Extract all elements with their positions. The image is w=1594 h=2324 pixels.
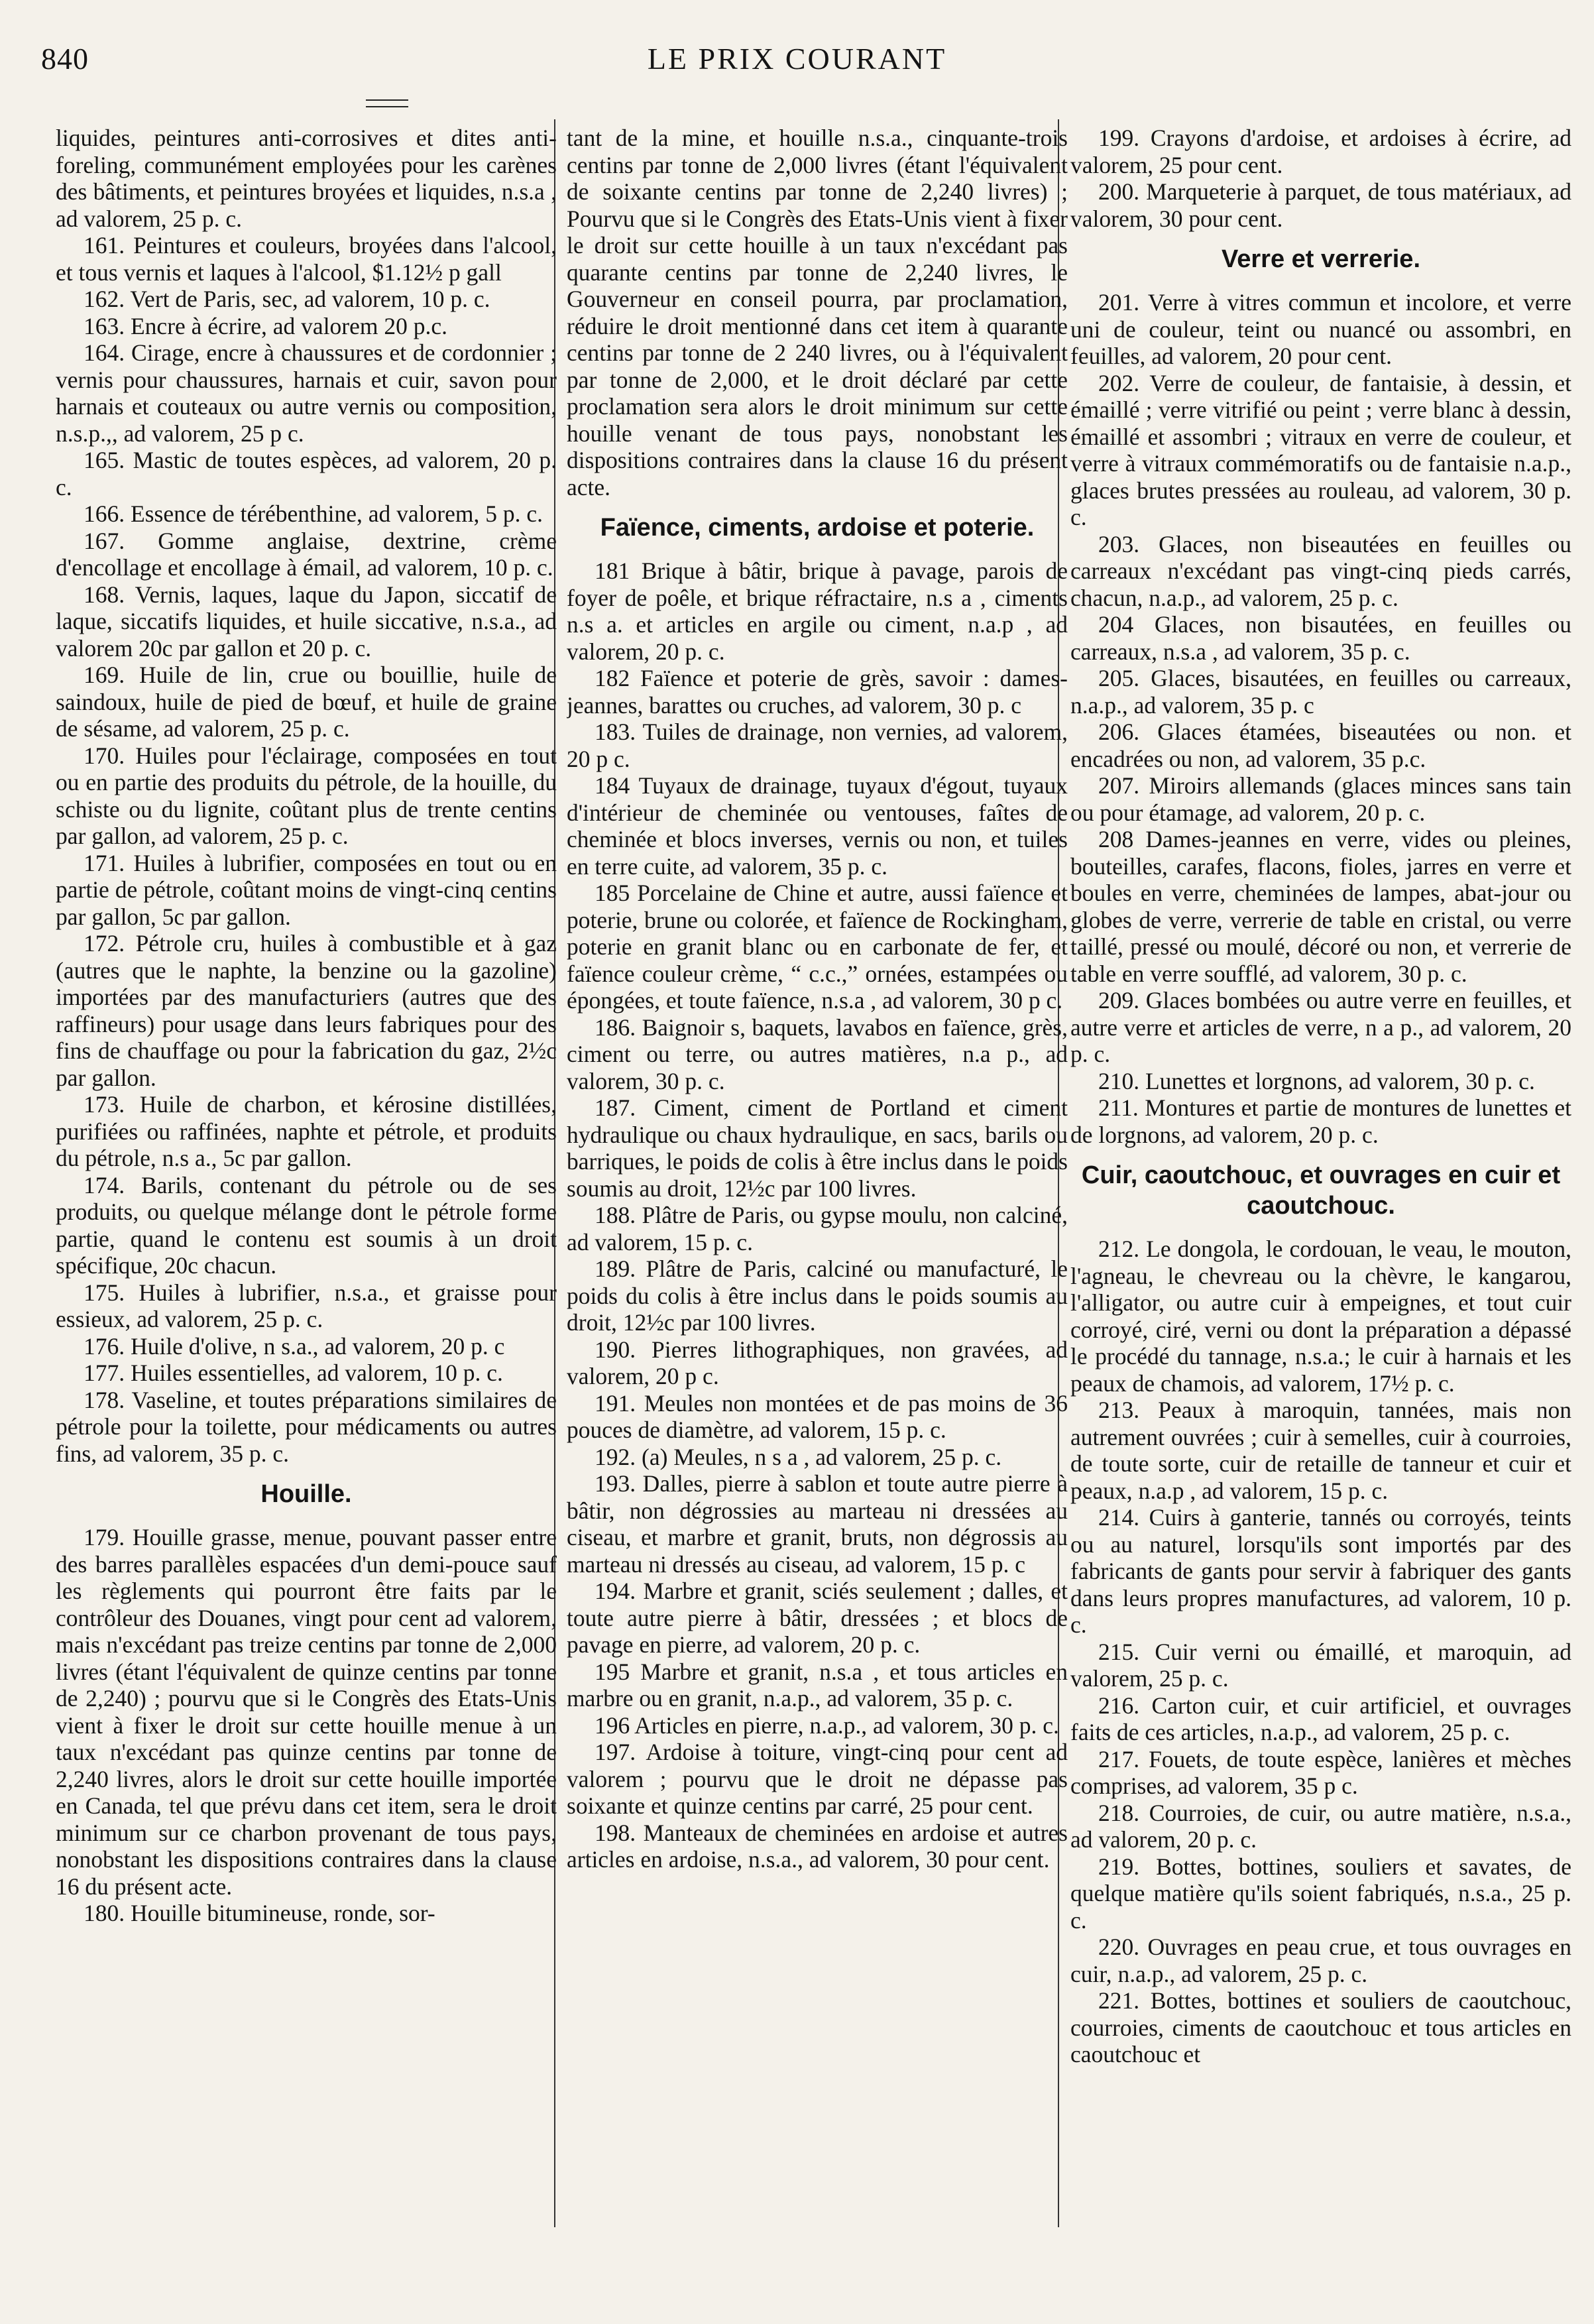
tariff-item: 199. Crayons d'ardoise, et ardoises à écrire, ad valorem, 25 pour cent. <box>1070 125 1571 178</box>
tariff-item: 188. Plâtre de Paris, ou gypse moulu, non calciné, ad valorem, 15 p. c. <box>567 1202 1068 1255</box>
tariff-item: 182 Faïence et poterie de grès, savoir : dames-jeannes, barattes ou cruches, ad valorem, 30 p. c <box>567 665 1068 719</box>
tariff-item: 165. Mastic de toutes espèces, ad valorem, 20 p. c. <box>56 447 557 500</box>
tariff-item: 195 Marbre et granit, n.s.a , et tous articles en marbre ou en granit, n.a.p., ad valorem, 35 p. c. <box>567 1658 1068 1712</box>
tariff-item: 168. Vernis, laques, laque du Japon, siccatif de laque, siccatifs liquides, et huile siccative, n.s.a., ad valorem 20c par gallon et 20 p. c. <box>56 581 557 662</box>
tariff-item: 212. Le dongola, le cordouan, le veau, le mouton, l'agneau, le chevreau ou la chèvre, le kangarou, l'alligator, ou autre cuir à empeignes, et tout cuir corroyé, ciré, verni ou dont la préparation a dépassé le procédé du tannage, n.s.a.; le cuir à harnais et les peaux de chamois, ad valorem, 17½ p. c. <box>1070 1236 1571 1397</box>
tariff-item: 214. Cuirs à ganterie, tannés ou corroyés, teints ou au naturel, lorsqu'ils sont importés par des fabricants de gants pour servir à fabriquer des gants dans leurs propres manufactures, ad valorem, 10 p. c. <box>1070 1504 1571 1638</box>
tariff-item: 167. Gomme anglaise, dextrine, crème d'encollage et encollage à émail, ad valorem, 10 p. c. <box>56 527 557 581</box>
tariff-item: 194. Marbre et granit, sciés seulement ; dalles, et toute autre pierre à bâtir, dressées ; et blocs de pavage en pierre, ad valorem, 20 p. c. <box>567 1578 1068 1658</box>
tariff-item: 174. Barils, contenant du pétrole ou de ses produits, ou quelque mélange dont le pétrole forme partie, quand le contenu est soumis à un droit spécifique, 20c chacun. <box>56 1171 557 1279</box>
tariff-item: 198. Manteaux de cheminées en ardoise et autres articles en ardoise, n.s.a., ad valorem, 30 pour cent. <box>567 1819 1068 1873</box>
tariff-item: 179. Houille grasse, menue, pouvant passer entre des barres parallèles espacées d'un demi-pouce sauf les règlements qui pourront être faits par le contrôleur des Douanes, vingt pour cent ad valorem, mais n'excédant pas treize centins par tonne de 2,000 livres (étant l'équivalent de quinze centins par tonne de 2,240) ; pourvu que si le Congrès des Etats-Unis vient à fixer le droit sur cette houille menue à un taux n'excédant pas quinze centins par tonne de 2,240 livres, alors le droit sur cette houille importée en Canada, tel que prévu dans cet item, sera le droit minimum sur ce charbon provenant de tous pays, nonobstant les dispositions contraires dans la clause 16 du présent acte. <box>56 1524 557 1900</box>
text-column-2 <box>567 125 1068 2292</box>
tariff-item: 204 Glaces, non bisautées, en feuilles ou carreaux, n.s.a , ad valorem, 35 p. c. <box>1070 611 1571 665</box>
tariff-item: 205. Glaces, bisautées, en feuilles ou carreaux, n.a.p., ad valorem, 35 p. c <box>1070 665 1571 719</box>
tariff-item: 192. (a) Meules, n s a , ad valorem, 25 p. c. <box>595 1443 1002 1470</box>
tariff-item: 213. Peaux à maroquin, tannées, mais non autrement ouvrées ; cuir à semelles, cuir à courroies, de toute sorte, cuir de retaille de tanneur et cuir et peaux, n.a.p , ad valorem, 15 p. c. <box>1070 1397 1571 1504</box>
tariff-item: 183. Tuiles de drainage, non vernies, ad valorem, 20 p c. <box>567 719 1068 772</box>
tariff-item: 173. Huile de charbon, et kérosine distillées, purifiées ou raffinées, naphte et pétrole, et produits du pétrole, n.s a., 5c par gallon. <box>56 1091 557 1171</box>
tariff-item: 190. Pierres lithographiques, non gravées, ad valorem, 20 p c. <box>567 1336 1068 1389</box>
tariff-item: 206. Glaces étamées, biseautées ou non. et encadrées ou non, ad valorem, 35 p.c. <box>1070 719 1571 772</box>
tariff-item: 169. Huile de lin, crue ou bouillie, huile de saindoux, huile de pied de bœuf, et huile de graine de sésame, ad valorem, 25 p. c. <box>56 662 557 742</box>
tariff-item: 221. Bottes, bottines et souliers de caoutchouc, courroies, ciments de caoutchouc et tous articles en caoutchouc et <box>1070 1987 1571 2067</box>
text-column-1 <box>56 125 557 2292</box>
tariff-item: 163. Encre à écrire, ad valorem 20 p.c. <box>84 312 448 339</box>
tariff-item: 208 Dames-jeannes en verre, vides ou pleines, bouteilles, carafes, flacons, fioles, jarres en verre et boules en verre, cheminées de lampes, abat-jour ou globes de verre, verrerie de table en cristal, ou verre taillé, pressé ou moulé, décoré ou non, et verrerie de table en verre soufflé, ad valorem, 30 p. c. <box>1070 826 1571 987</box>
page-number: 840 <box>41 42 89 76</box>
tariff-item: 217. Fouets, de toute espèce, lanières et mèches comprises, ad valorem, 35 p c. <box>1070 1745 1571 1799</box>
tariff-item: 203. Glaces, non biseautées en feuilles ou carreaux n'excédant pas vingt-cinq pieds carrés, chacun, n.a.p., ad valorem, 25 p. c. <box>1070 530 1571 611</box>
tariff-item: 180. Houille bitumineuse, ronde, sor- <box>84 1900 435 1926</box>
tariff-item: 184 Tuyaux de drainage, tuyaux d'égout, tuyaux d'intérieur de cheminée ou ventouses, faîtes de cheminée et blocs inverses, vernis ou non, et tuiles en terre cuite, ad valorem, 35 p. c. <box>567 772 1068 880</box>
tariff-item: 176. Huile d'olive, n s.a., ad valorem, 20 p. c <box>84 1332 505 1360</box>
tariff-item: 196 Articles en pierre, n.a.p., ad valorem, 30 p. c. <box>595 1712 1059 1739</box>
tariff-item: 186. Baignoir s, baquets, lavabos en faïence, grès, ciment ou terre, ou autres matières, n.a p., ad valorem, 30 p. c. <box>567 1014 1068 1094</box>
tariff-item: 200. Marqueterie à parquet, de tous matériaux, ad valorem, 30 pour cent. <box>1070 178 1571 232</box>
tariff-item: 161. Peintures et couleurs, broyées dans l'alcool, et tous vernis et laques à l'alcool, $1.12½ p gall <box>56 232 557 286</box>
tariff-item: 178. Vaseline, et toutes préparations similaires de pétrole pour la toilette, pour médicaments ou autres fins, ad valorem, 35 p. c. <box>56 1386 557 1467</box>
section-heading: Verre et verrerie. <box>1221 245 1420 273</box>
running-title: LE PRIX COURANT <box>647 42 947 76</box>
section-heading: Houille. <box>260 1480 352 1508</box>
tariff-item: 197. Ardoise à toiture, vingt-cinq pour cent ad valorem ; pourvu que le droit ne dépasse pas soixante et quinze centins par carré, 25 pour cent. <box>567 1739 1068 1819</box>
tariff-item: 202. Verre de couleur, de fantaisie, à dessin, et émaillé ; verre vitrifié ou peint ; verre blanc à dessin, émaillé et assombri ; vitraux en verre de couleur, et verre à vitraux commémoratifs ou de fantaisie n.a.p., glaces brutes pressées au rouleau, ad valorem, 30 p. c. <box>1070 369 1571 530</box>
page-header <box>0 41 1594 94</box>
tariff-item: 210. Lunettes et lorgnons, ad valorem, 30 p. c. <box>1098 1067 1535 1094</box>
tariff-item: 164. Cirage, encre à chaussures et de cordonnier ; vernis pour chaussures, harnais et cuir, savon pour harnais et couteaux ou autre vernis ou composition, n.s.p.,, ad valorem, 25 p c. <box>56 339 557 447</box>
tariff-item: 175. Huiles à lubrifier, n.s.a., et graisse pour essieux, ad valorem, 25 p. c. <box>56 1279 557 1332</box>
tariff-item: 187. Ciment, ciment de Portland et ciment hydraulique ou chaux hydraulique, en sacs, barils ou barriques, le poids de colis à être inclus dans le poids soumis au droit, 12½c par 100 livres. <box>567 1094 1068 1202</box>
tariff-item: 218. Courroies, de cuir, ou autre matière, n.s.a., ad valorem, 20 p. c. <box>1070 1799 1571 1853</box>
tariff-item: 166. Essence de térébenthine, ad valorem, 5 p. c. <box>84 500 543 527</box>
tariff-item: 172. Pétrole cru, huiles à combustible et à gaz (autres que le naphte, la benzine ou la gazoline) importées par des manufacturiers (autres que des raffineurs) pour usage dans leurs fabriques pour des fins de chauffage ou pour la fabrication du gaz, 2½c par gallon. <box>56 930 557 1091</box>
tariff-item: 220. Ouvrages en peau crue, et tous ouvrages en cuir, n.a.p., ad valorem, 25 p. c. <box>1070 1934 1571 1987</box>
tariff-item: tant de la mine, et houille n.s.a., cinquante-trois centins par tonne de 2,000 livres (étant l'équivalent de soixante centins par tonne de 2,240 livres) ; Pourvu que si le Congrès des Etats-Unis vient à fixer le droit sur cette houille à un taux n'excédant pas quarante centins par tonne de 2,240 livres, le Gouverneur en conseil pourra, par proclamation, réduire le droit mentionné dans cet item à quarante centins par tonne de 2 240 livres, ou à l'équivalent par tonne de 2,000, et le droit déclaré par cette proclamation sera alors le droit minimum sur cette houille venant de tous pays, nonobstant les dispositions contraires dans la clause 16 du présent acte. <box>567 125 1068 500</box>
section-heading: Cuir, caoutchouc, et ouvrages en cuir et caoutchouc. <box>1081 1161 1561 1220</box>
tariff-item: 193. Dalles, pierre à sablon et toute autre pierre à bâtir, non dégrossies au marteau ni dressées au ciseau, et marbre et granit, bruts, non dégrossis au marteau ni dressés au ciseau, ad valorem, 15 p. c <box>567 1470 1068 1578</box>
tariff-item: 181 Brique à bâtir, brique à pavage, parois de foyer de poêle, et brique réfractaire, n.s a , ciments n.s a. et articles en argile ou ciment, n.a.p , ad valorem, 20 p. c. <box>567 557 1068 665</box>
tariff-item: 171. Huiles à lubrifier, composées en tout ou en partie de pétrole, coûtant moins de vingt-cinq centins par gallon, 5c par gallon. <box>56 849 557 930</box>
text-column-3 <box>1070 125 1571 2292</box>
tariff-item: 162. Vert de Paris, sec, ad valorem, 10 p. c. <box>84 286 490 312</box>
section-heading: Faïence, ciments, ardoise et poterie. <box>600 514 1035 542</box>
tariff-item: 177. Huiles essentielles, ad valorem, 10 p. c. <box>84 1360 503 1386</box>
tariff-item: 219. Bottes, bottines, souliers et savates, de quelque matière qu'ils soient fabriqués, n.s.a., 25 p. c. <box>1070 1853 1571 1934</box>
tariff-item: 191. Meules non montées et de pas moins de 36 pouces de diamètre, ad valorem, 15 p. c. <box>567 1389 1068 1443</box>
tariff-item: 207. Miroirs allemands (glaces minces sans tain ou pour étamage, ad valorem, 20 p. c. <box>1070 772 1571 826</box>
tariff-item: 185 Porcelaine de Chine et autre, aussi faïence et poterie, brune ou colorée, et faïence de Rockingham, poterie en granit blanc ou en carbonate de fer, et faïence couleur crème, “ c.c.,” ornées, estampées ou épongées, et toute faïence, n.s.a , ad valorem, 30 p c. <box>567 880 1068 1014</box>
tariff-item: 189. Plâtre de Paris, calciné ou manufacturé, le poids du colis à être inclus dans le poids soumis au droit, 12½c par 100 livres. <box>567 1255 1068 1336</box>
tariff-item: 211. Montures et partie de montures de lunettes et de lorgnons, ad valorem, 20 p. c. <box>1070 1094 1571 1148</box>
tariff-item: 215. Cuir verni ou émaillé, et maroquin, ad valorem, 25 p. c. <box>1070 1638 1571 1692</box>
tariff-item: liquides, peintures anti-corrosives et dites anti-foreling, communément employées pour les carènes des bâtiments, et peintures broyées et liquides, n.s.a , ad valorem, 25 p. c. <box>56 125 557 232</box>
header-ornament-rule <box>366 99 408 107</box>
tariff-item: 216. Carton cuir, et cuir artificiel, et ouvrages faits de ces articles, n.a.p., ad valorem, 25 p. c. <box>1070 1692 1571 1745</box>
tariff-item: 201. Verre à vitres commun et incolore, et verre uni de couleur, teint ou nuancé ou assombri, en feuilles, ad valorem, 20 pour cent. <box>1070 289 1571 369</box>
tariff-item: 170. Huiles pour l'éclairage, composées en tout ou en partie des produits du pétrole, de la houille, du schiste ou du lignite, coûtant plus de trente centins par gallon, ad valorem, 25 p. c. <box>56 742 557 849</box>
tariff-item: 209. Glaces bombées ou autre verre en feuilles, et autre verre et articles de verre, n a p., ad valorem, 20 p. c. <box>1070 987 1571 1067</box>
